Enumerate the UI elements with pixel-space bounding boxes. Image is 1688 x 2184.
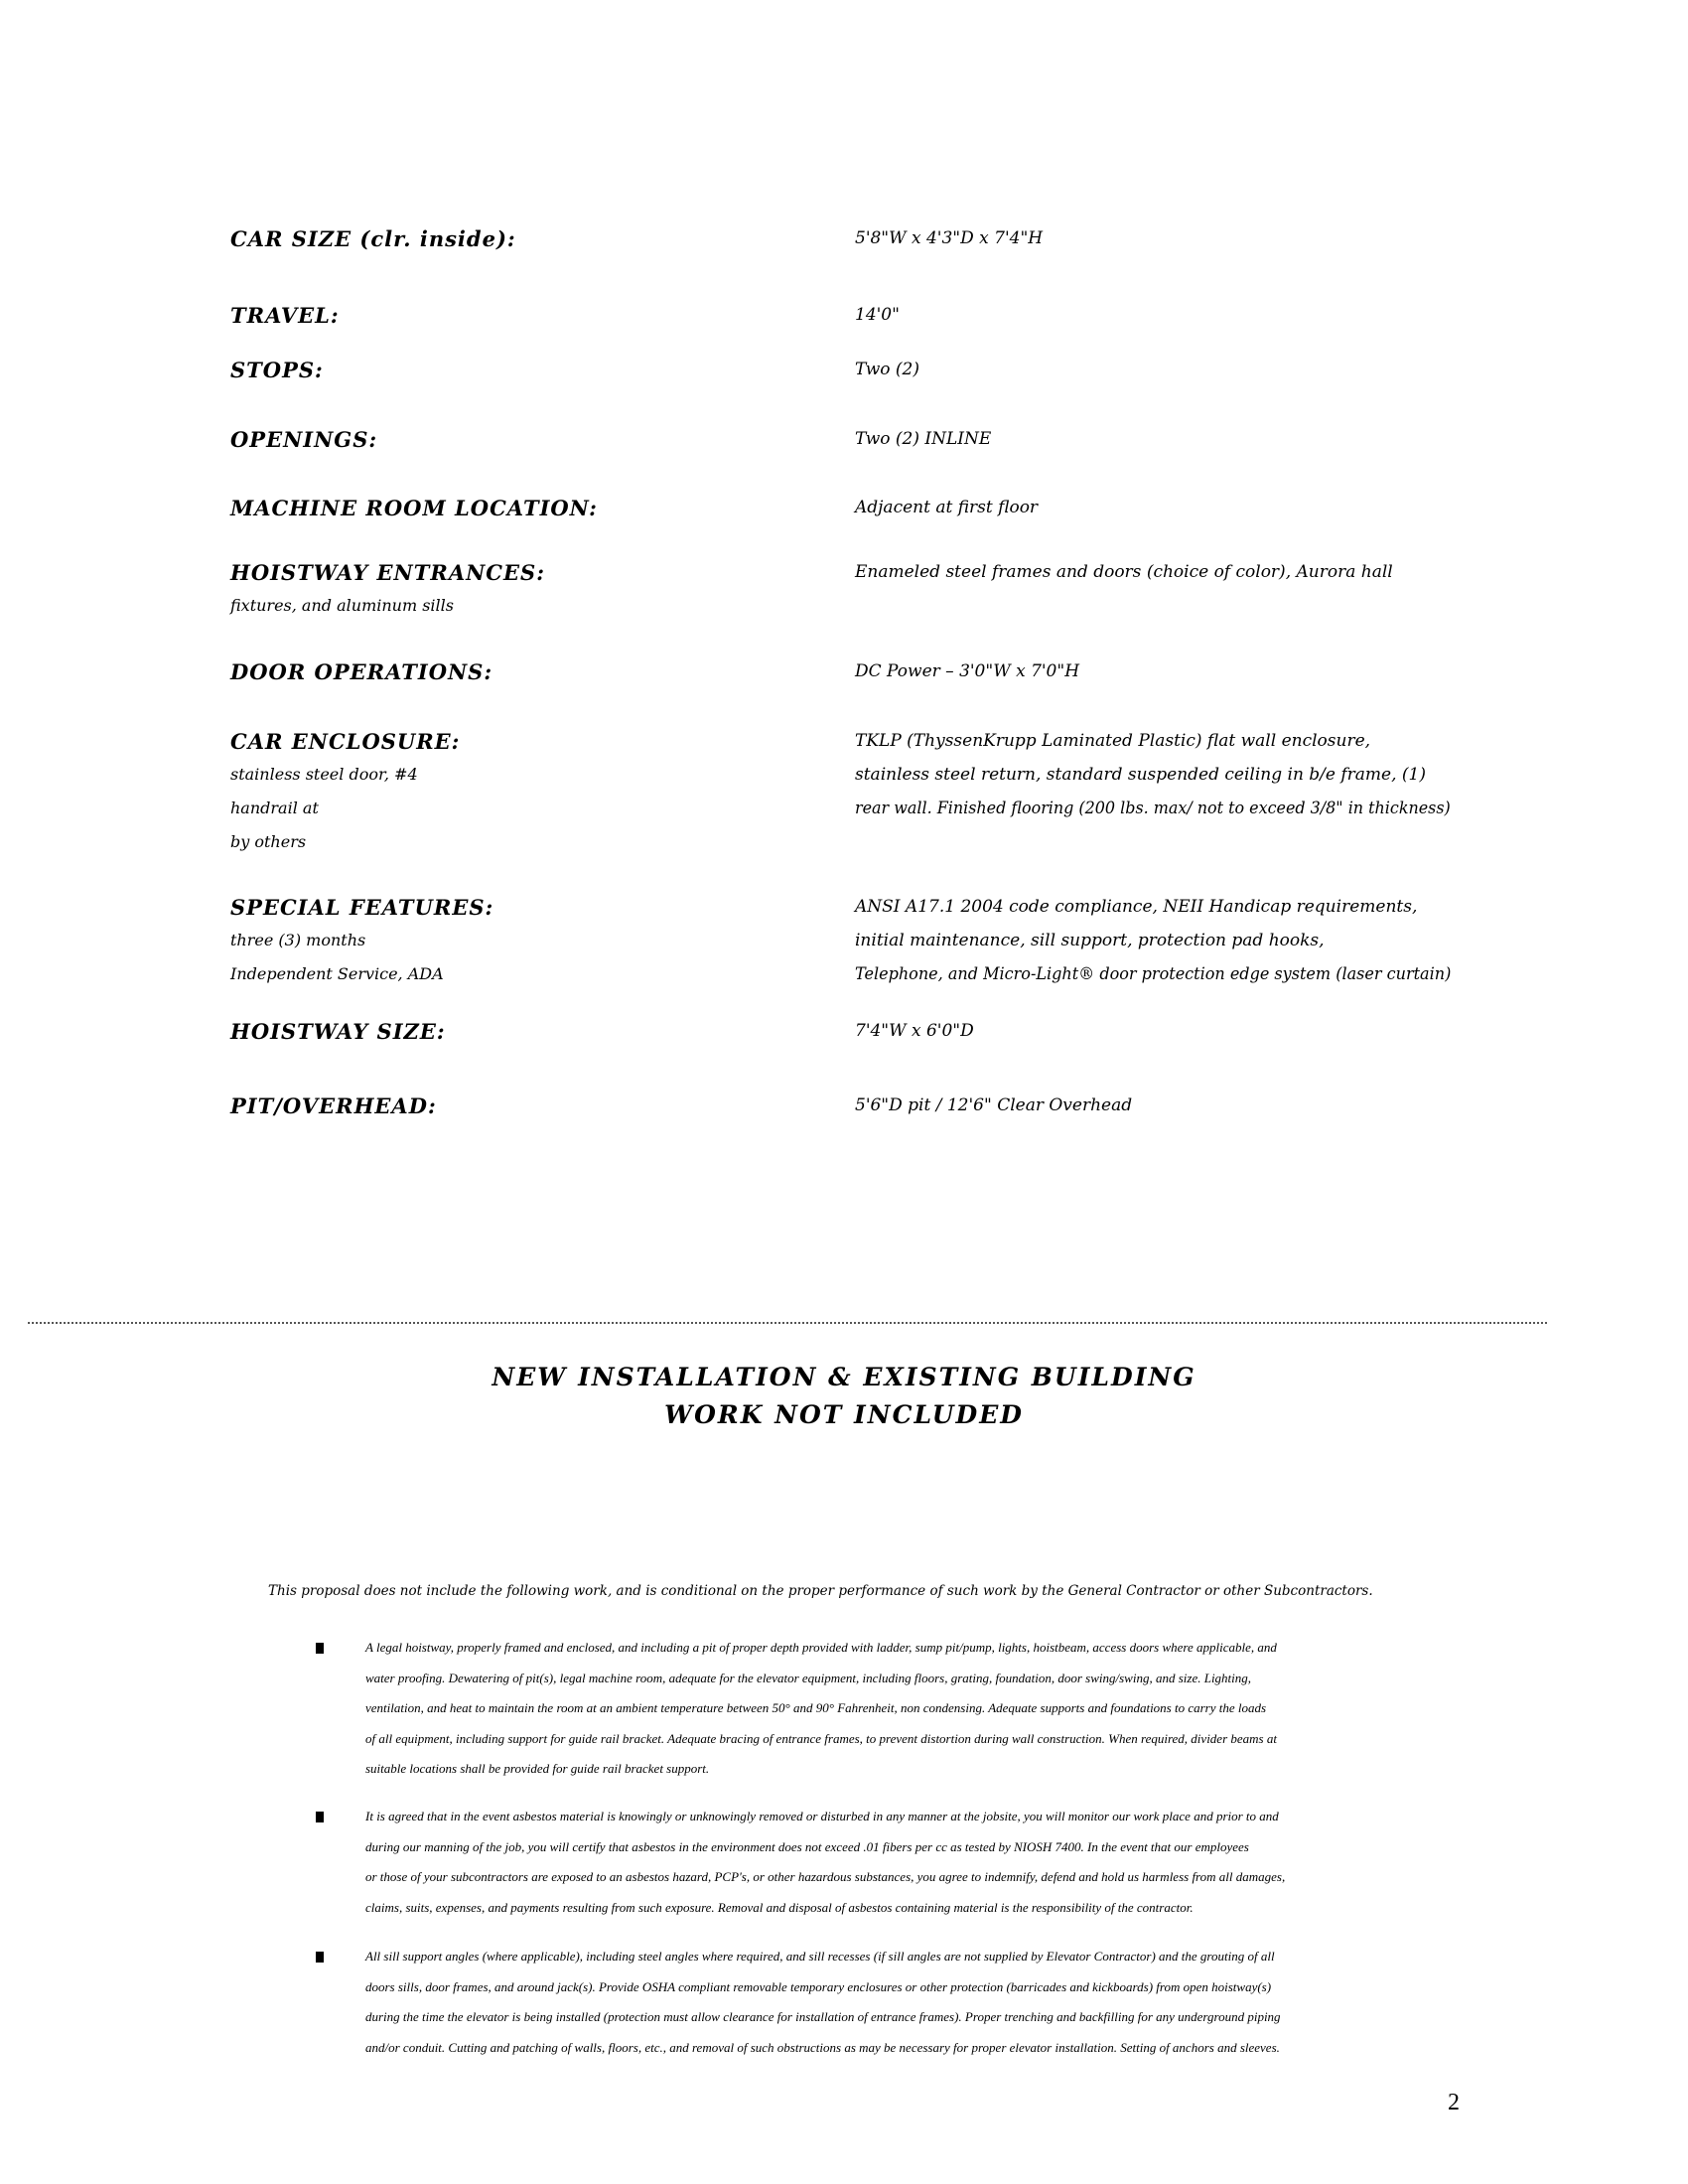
spec-label-continuation: three (3) months bbox=[230, 931, 366, 949]
spec-label-continuation: fixtures, and aluminum sills bbox=[230, 596, 454, 615]
divider bbox=[28, 1322, 1547, 1324]
spec-value: Two (2) bbox=[855, 360, 920, 379]
spec-label: OPENINGS: bbox=[230, 427, 378, 452]
page-number: 2 bbox=[1448, 2090, 1460, 2115]
spec-value: rear wall. Finished flooring (200 lbs. max/ not to exceed 3/8" in thickness) bbox=[855, 799, 1451, 818]
exclusion-text-line: of all equipment, including support for guide rail bracket. Adequate bracing of entrance frames, to prevent distortion during wall construction. When required, divider beams at bbox=[365, 1730, 1277, 1746]
spec-label-continuation: stainless steel door, #4 bbox=[230, 765, 418, 784]
exclusion-text-line: or those of your subcontractors are exposed to an asbestos hazard, PCP's, or other hazardous substances, you agree to indemnify, defend and hold us harmless from all damages, bbox=[365, 1869, 1286, 1884]
exclusion-text-line: doors sills, door frames, and around jack(s). Provide OSHA compliant removable temporary enclosures or other protection (barricades and kickboards) from open hoistway(s) bbox=[365, 1978, 1272, 1994]
spec-value: 5'8"W x 4'3"D x 7'4"H bbox=[855, 228, 1044, 248]
exclusion-text-line: during the time the elevator is being installed (protection must allow clearance for installation of entrance frames). Proper trenching and backfilling for any underground piping bbox=[365, 2009, 1281, 2024]
spec-label-continuation: Independent Service, ADA bbox=[230, 964, 444, 983]
exclusion-text-line: suitable locations shall be provided for guide rail bracket support. bbox=[365, 1761, 710, 1776]
spec-value: ANSI A17.1 2004 code compliance, NEII Handicap requirements, bbox=[855, 897, 1418, 917]
section-title-line-2: WORK NOT INCLUDED bbox=[664, 1400, 1024, 1429]
intro-paragraph: This proposal does not include the following work, and is conditional on the proper performance of such work by the General Contractor or other Subcontractors. bbox=[268, 1583, 1373, 1599]
spec-value: Two (2) INLINE bbox=[855, 429, 992, 449]
spec-value: 14'0" bbox=[855, 305, 900, 325]
exclusion-text-line: It is agreed that in the event asbestos material is knowingly or unknowingly removed or disturbed in any manner at the jobsite, you will monitor our work place and prior to and bbox=[365, 1809, 1279, 1823]
spec-value: 7'4"W x 6'0"D bbox=[855, 1021, 974, 1041]
exclusion-text-line: water proofing. Dewatering of pit(s), legal machine room, adequate for the elevator equipment, including floors, grating, foundation, door swing/swing, and size. Lighting, bbox=[365, 1670, 1252, 1685]
spec-label-continuation: handrail at bbox=[230, 799, 319, 817]
exclusion-text-line: during our manning of the job, you will certify that asbestos in the environment does not exceed .01 fibers per cc as tested by NIOSH 7400. In the event that our employees bbox=[365, 1838, 1249, 1854]
exclusion-text-line: claims, suits, expenses, and payments resulting from such exposure. Removal and disposal of asbestos containing material is the responsibility of the contractor. bbox=[365, 1899, 1194, 1915]
spec-value: Telephone, and Micro-Light® door protection edge system (laser curtain) bbox=[855, 964, 1452, 984]
spec-value: initial maintenance, sill support, protection pad hooks, bbox=[855, 931, 1325, 950]
exclusion-text-line: and/or conduit. Cutting and patching of walls, floors, etc., and removal of such obstructions as may be necessary for proper elevator installation. Setting of anchors and sleeves. bbox=[365, 2039, 1280, 2055]
spec-label: CAR ENCLOSURE: bbox=[230, 729, 461, 754]
spec-value: DC Power – 3'0"W x 7'0"H bbox=[855, 661, 1080, 681]
spec-label: CAR SIZE (clr. inside): bbox=[230, 226, 516, 251]
spec-value: Adjacent at first floor bbox=[855, 498, 1039, 517]
spec-label: HOISTWAY SIZE: bbox=[230, 1019, 446, 1044]
exclusion-text-line: All sill support angles (where applicable), including steel angles where required, and sill recesses (if sill angles are not supplied by Elevator Contractor) and the grouting of all bbox=[365, 1949, 1275, 1964]
bullet-icon bbox=[316, 1812, 324, 1822]
bullet-icon bbox=[316, 1952, 324, 1963]
spec-value: Enameled steel frames and doors (choice of color), Aurora hall bbox=[855, 562, 1393, 582]
spec-label: MACHINE ROOM LOCATION: bbox=[230, 496, 598, 520]
spec-label: TRAVEL: bbox=[230, 303, 340, 328]
spec-label: STOPS: bbox=[230, 358, 324, 382]
exclusion-text-line: ventilation, and heat to maintain the room at an ambient temperature between 50° and 90° Fahrenheit, non condensing. Adequate supports and foundations to carry the loads bbox=[365, 1700, 1267, 1715]
section-title-line-1: NEW INSTALLATION & EXISTING BUILDING bbox=[492, 1363, 1196, 1391]
spec-value: 5'6"D pit / 12'6" Clear Overhead bbox=[855, 1095, 1133, 1115]
bullet-icon bbox=[316, 1643, 324, 1654]
spec-label: PIT/OVERHEAD: bbox=[230, 1093, 437, 1118]
spec-label: SPECIAL FEATURES: bbox=[230, 895, 494, 920]
spec-value: stainless steel return, standard suspended ceiling in b/e frame, (1) bbox=[855, 765, 1426, 785]
spec-label: DOOR OPERATIONS: bbox=[230, 659, 493, 684]
spec-value: TKLP (ThyssenKrupp Laminated Plastic) flat wall enclosure, bbox=[855, 731, 1371, 751]
exclusion-text-line: A legal hoistway, properly framed and enclosed, and including a pit of proper depth provided with ladder, sump pit/pump, lights, hoistbeam, access doors where applicable, and bbox=[365, 1640, 1277, 1655]
spec-label-continuation: by others bbox=[230, 832, 307, 851]
spec-label: HOISTWAY ENTRANCES: bbox=[230, 560, 545, 585]
